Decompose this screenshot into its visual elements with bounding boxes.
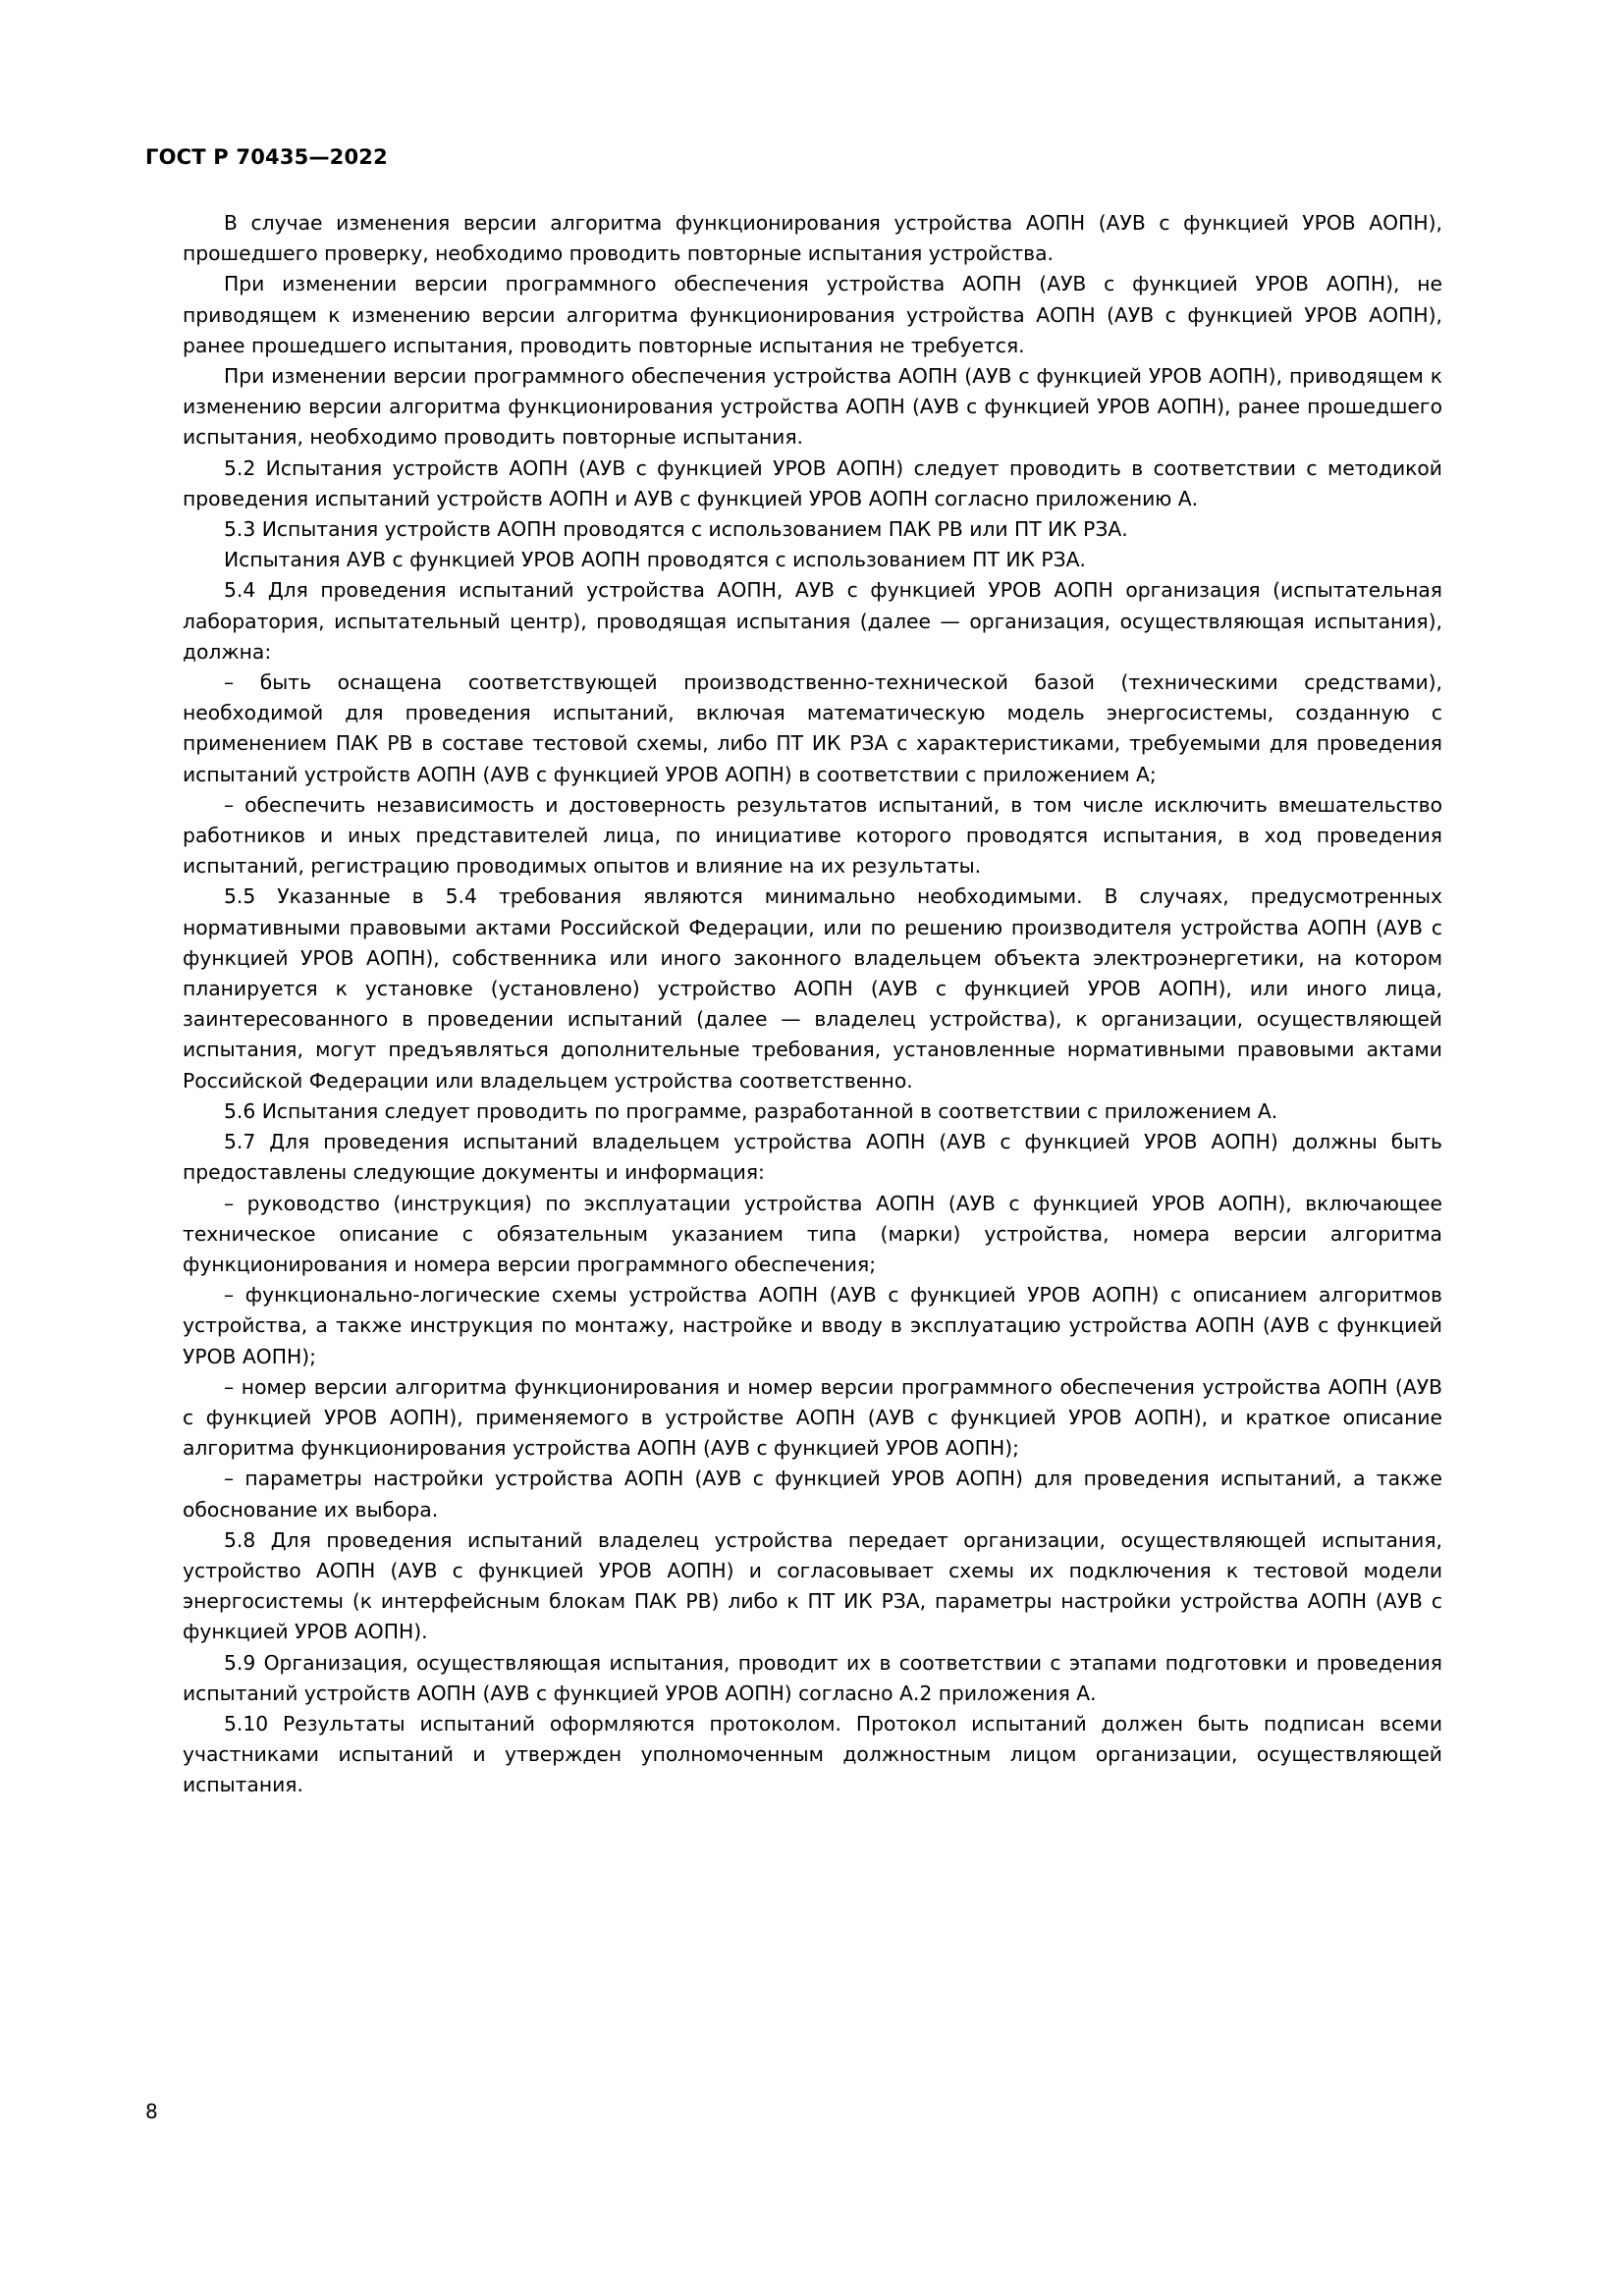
list-item: – параметры настройки устройства АОПН (АУВ с функцией УРОВ АОПН) для проведения испытаний, а также обоснование их выбора. <box>183 1467 1442 1522</box>
paragraph: При изменении версии программного обеспечения устройства АОПН (АУВ с функцией УРОВ АОПН), приводящем к изменению версии алгоритма функционирования устройства АОПН (АУВ с функцией УРОВ АОПН), ранее прошедшего испытания, необходимо проводить повторные испытания. <box>183 364 1442 450</box>
paragraph: Испытания АУВ с функцией УРОВ АОПН проводятся с использованием ПТ ИК РЗА. <box>224 548 1086 572</box>
list-item: – быть оснащена соответствующей производственно-технической базой (техническими средствами), необходимой для проведения испытаний, включая математическую модель энергосистемы, созданную с применением ПАК РВ в составе тестовой схемы, либо ПТ ИК РЗА с характеристиками, требуемыми для проведения испытаний устройств АОПН (АУВ с функцией УРОВ АОПН) в соответствии с приложением А; <box>183 670 1442 786</box>
list-item: – номер версии алгоритма функционирования и номер версии программного обеспечения устройства АОПН (АУВ с функцией УРОВ АОПН), применяемого в устройстве АОПН (АУВ с функцией УРОВ АОПН), и краткое описание алгоритма функционирования устройства АОПН (АУВ с функцией УРОВ АОПН); <box>183 1374 1442 1461</box>
clause-5-3: 5.3 Испытания устройств АОПН проводятся с использованием ПАК РВ или ПТ ИК РЗА. <box>224 517 1128 542</box>
clause-5-7: 5.7 Для проведения испытаний владельцем устройства АОПН (АУВ с функцией УРОВ АОПН) должны быть предоставлены следующие документы и информация: <box>183 1130 1442 1185</box>
clause-5-6: 5.6 Испытания следует проводить по программе, разработанной в соответствии с приложением А. <box>224 1098 1278 1123</box>
clause-5-9: 5.9 Организация, осуществляющая испытания, проводит их в соответствии с этапами подготовки и проведения испытаний устройств АОПН (АУВ с функцией УРОВ АОПН) согласно А.2 приложения А. <box>183 1650 1442 1705</box>
page-number: 8 <box>145 2100 158 2123</box>
clause-5-8: 5.8 Для проведения испытаний владелец устройства передает организации, осуществляющей испытания, устройство АОПН (АУВ с функцией УРОВ АОПН) и согласовывает схемы их подключения к тестовой модели энергосистемы (к интерфейсным блокам ПАК РВ) либо к ПТ ИК РЗА, параметры настройки устройства АОПН (АУВ с функцией УРОВ АОПН). <box>183 1527 1442 1644</box>
clause-5-5: 5.5 Указанные в 5.4 требования являются минимально необходимыми. В случаях, предусмотренных нормативными правовыми актами Российской Федерации, или по решению производителя устройства АОПН (АУВ с функцией УРОВ АОПН), собственника или иного законного владельцем объекта электроэнергетики, на котором планируется к установке (установлено) устройство АОПН (АУВ с функцией УРОВ АОПН), или иного лица, заинтересованного в проведении испытаний (далее — владелец устройства), к организации, осуществляющей испытания, могут предъявляться дополнительные требования, установленные нормативными правовыми актами Российской Федерации или владельцем устройства соответственно. <box>183 884 1442 1093</box>
list-item: – руководство (инструкция) по эксплуатации устройства АОПН (АУВ с функцией УРОВ АОПН), включающее техническое описание с обязательным указанием типа (марки) устройства, номера версии алгоритма функционирования и номера версии программного обеспечения; <box>183 1191 1442 1276</box>
list-item: – функционально-логические схемы устройства АОПН (АУВ с функцией УРОВ АОПН) с описанием алгоритмов устройства, а также инструкция по монтажу, настройке и вводу в эксплуатацию устройства АОПН (АУВ с функцией УРОВ АОПН); <box>183 1283 1442 1368</box>
clause-5-10: 5.10 Результаты испытаний оформляются протоколом. Протокол испытаний должен быть подписан всеми участниками испытаний и утвержден уполномоченным должностным лицом организации, осуществляющей испытания. <box>183 1711 1442 1797</box>
clause-5-4: 5.4 Для проведения испытаний устройства АОПН, АУВ с функцией УРОВ АОПН организация (испытательная лаборатория, испытательный центр), проводящая испытания (далее — организация, осуществляющая испытания), должна: <box>183 578 1442 664</box>
paragraph: При изменении версии программного обеспечения устройства АОПН (АУВ с функцией УРОВ АОПН), не приводящем к изменению версии алгоритма функционирования устройства АОПН (АУВ с функцией УРОВ АОПН), ранее прошедшего испытания, проводить повторные испытания не требуется. <box>183 272 1442 357</box>
clause-5-2: 5.2 Испытания устройств АОПН (АУВ с функцией УРОВ АОПН) следует проводить в соответствии с методикой проведения испытаний устройств АОПН и АУВ с функцией УРОВ АОПН согласно приложению А. <box>183 455 1442 510</box>
page-header-standard-number: ГОСТ Р 70435—2022 <box>145 145 388 169</box>
list-item: – обеспечить независимость и достоверность результатов испытаний, в том числе исключить вмешательство работников и иных представителей лица, по инициативе которого проводятся испытания, в ход проведения испытаний, регистрацию проводимых опытов и влияние на их результаты. <box>183 792 1442 879</box>
paragraph: В случае изменения версии алгоритма функционирования устройства АОПН (АУВ с функцией УРОВ АОПН), прошедшего проверку, необходимо проводить повторные испытания устройства. <box>183 211 1442 266</box>
page-body-text <box>183 208 1442 1801</box>
